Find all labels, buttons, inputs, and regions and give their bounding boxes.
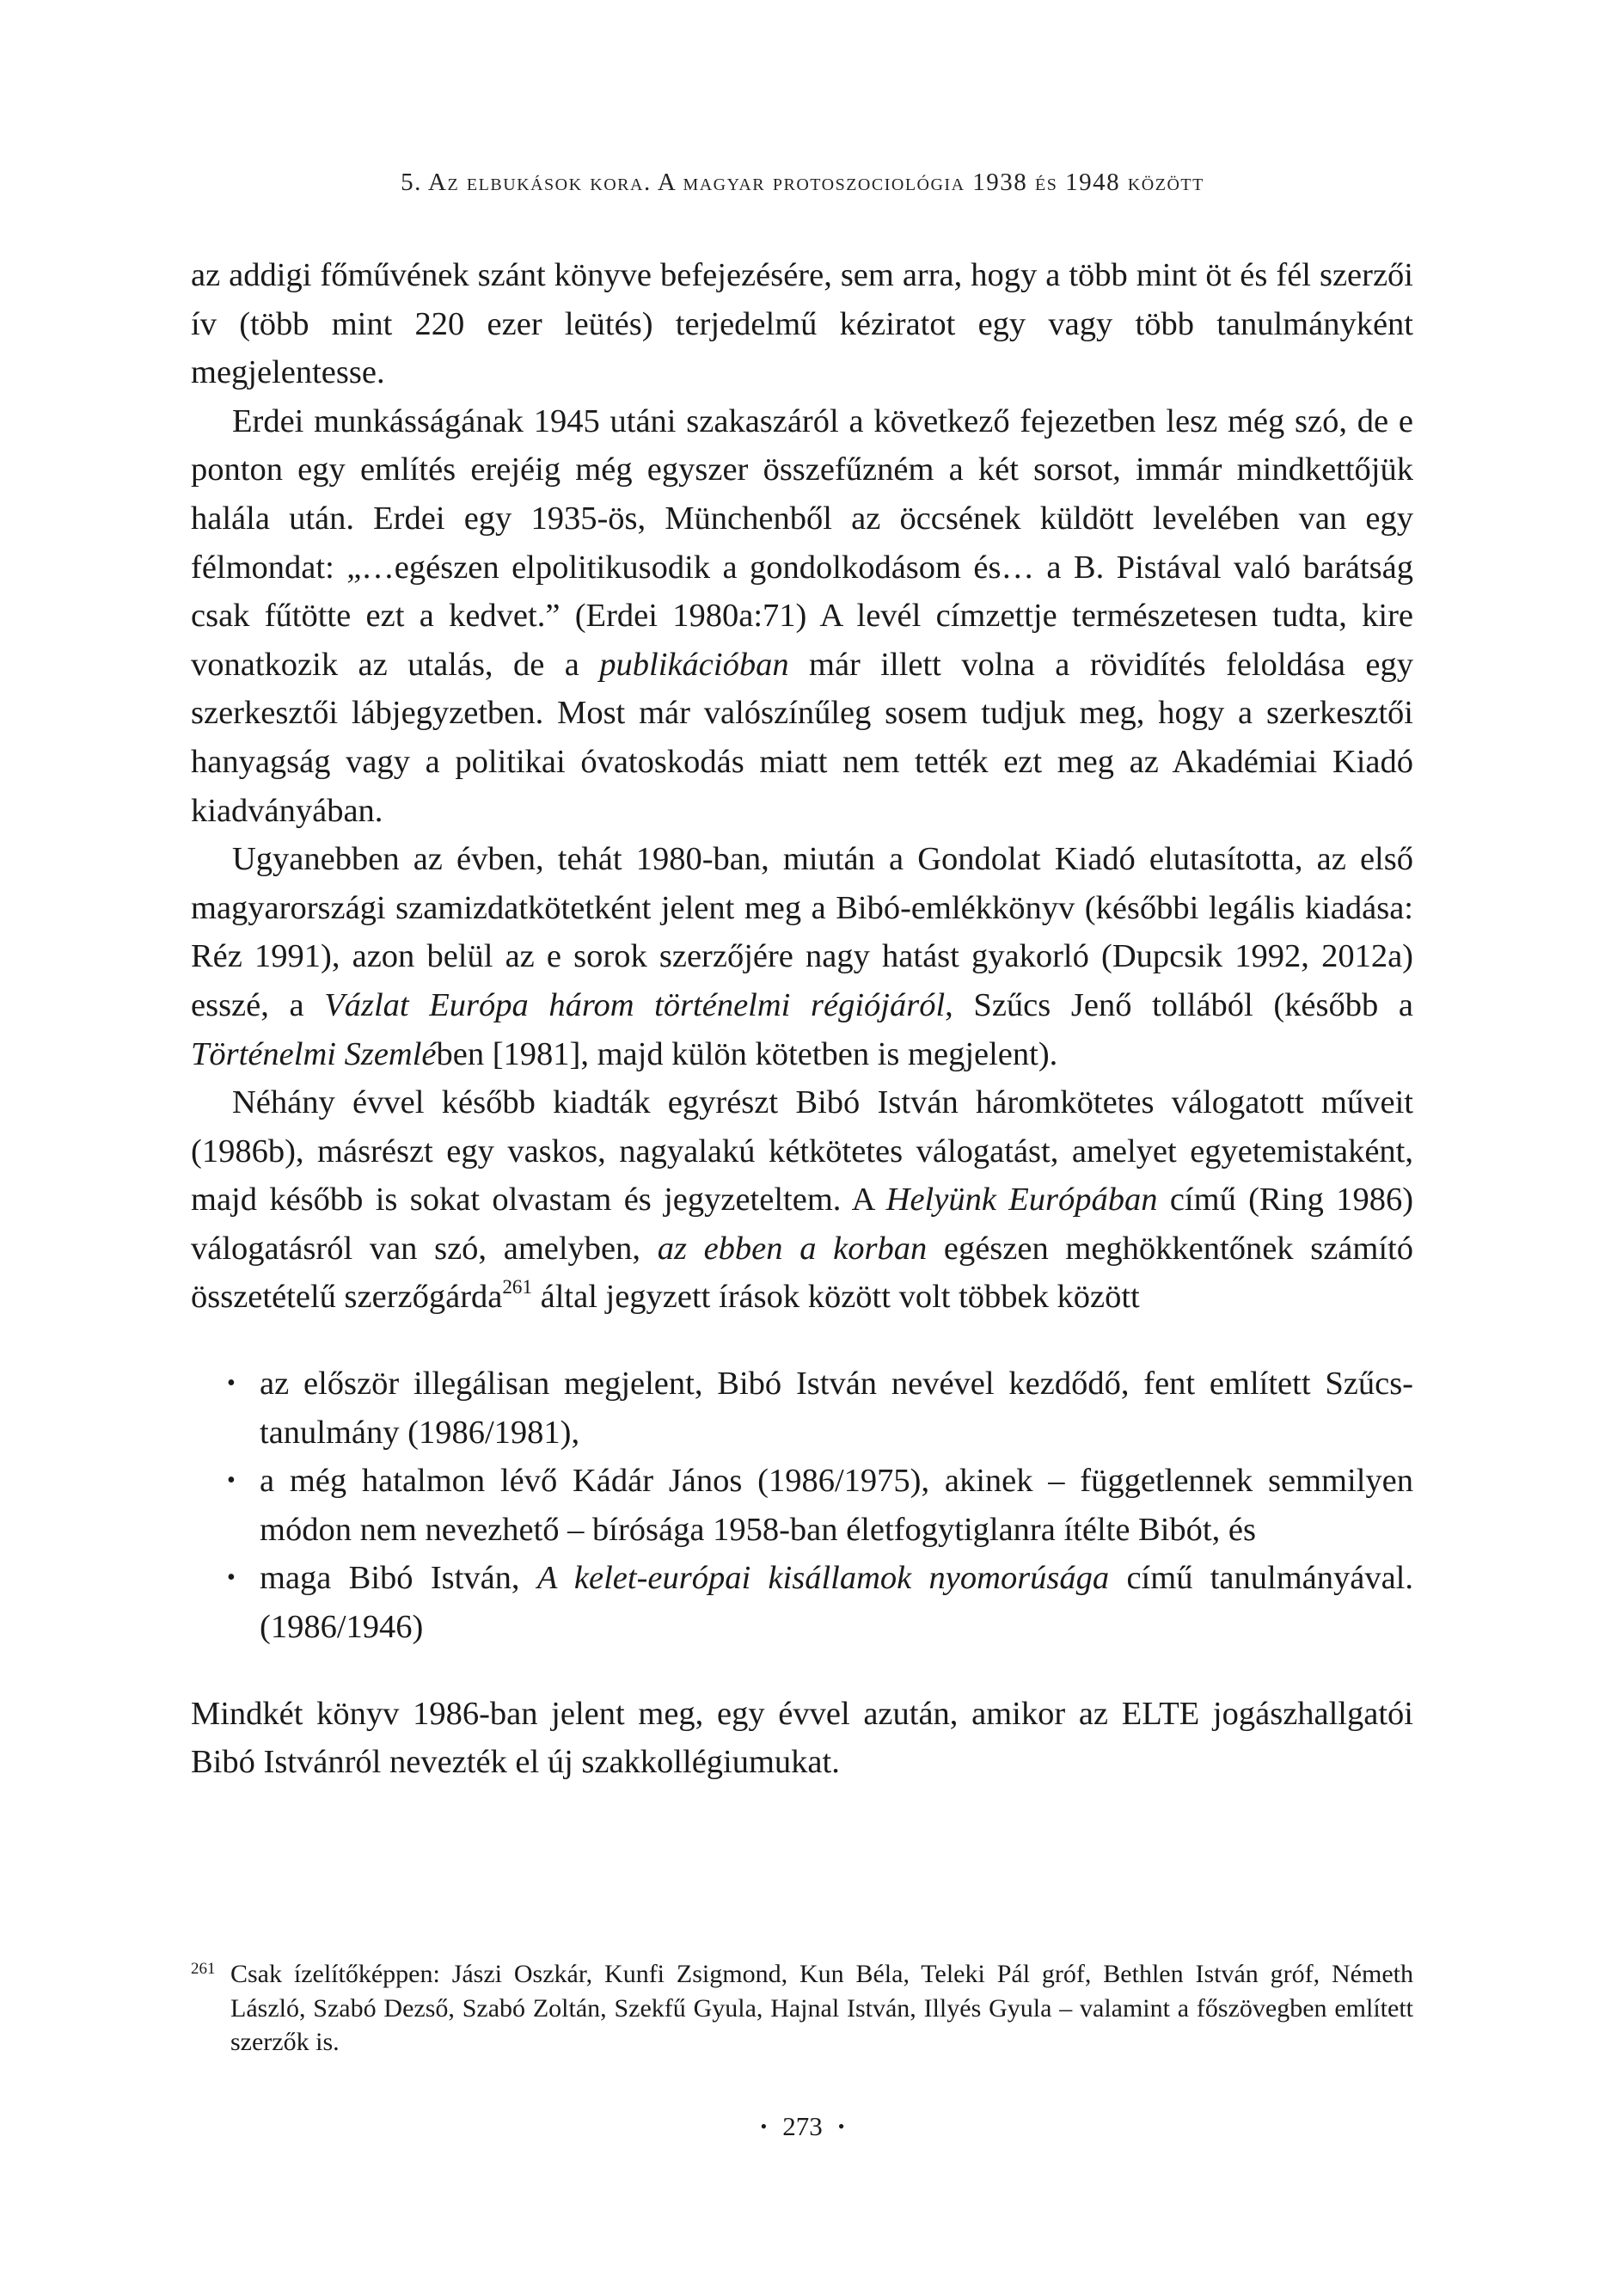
folio-dot-icon: • xyxy=(760,2115,768,2137)
bullet-icon: • xyxy=(227,1467,236,1495)
list-item: • a még hatalmon lévő Kádár János (1986/1975), akinek – függetlennek semmilyen módon nem nevezhető – bírósága 1958-ban életfogytiglanra ítélte Bibót, és xyxy=(191,1457,1413,1554)
folio-dot-icon: • xyxy=(837,2115,845,2137)
footnote-reference[interactable]: 261 xyxy=(502,1275,532,1298)
list-item: • maga Bibó István, A kelet-európai kisállamok nyomorúsága című tanulmányával. (1986/1946) xyxy=(191,1554,1413,1651)
paragraph-helyunk: Néhány évvel később kiadták egyrészt Bibó István háromkötetes válogatott műveit (1986b), másrészt egy vaskos, nagyalakú kétkötetes válogatást, amelyet egyetemistaként, majd később is sokat olvastam és jegyzeteltem. A Helyünk Európában című (Ring 1986) válogatásról van szó, amelyben, az ebben a korban egészen meghökkentőnek számító összetételű szerzőgárda$^{261}$ által jegyzett írások között volt többek között xyxy=(191,1084,1414,1316)
title-tortenelmi-szemle: Történelmi Szemlé xyxy=(191,1035,437,1072)
paragraph-szamizdat: Ugyanebben az évben, tehát 1980-ban, miután a Gondolat Kiadó elutasította, az első magyarországi szamizdatkötetként jelent meg a Bibó-emlékkönyv (későbbi legális kiadása: Réz 1991), azon belül az e sorok szerzőjére nagy hatást gyakorló (Dupcsik 1992, 2012a) esszé, a Vázlat Európa három történelmi régiójáról, Szűcs Jenő tollából (később a Történelmi Szemlében [1981], majd külön kötetben is megjelent). xyxy=(191,841,1413,1072)
page-folio xyxy=(0,2111,1605,2142)
paragraph-continuation: az addigi főművének szánt könyve befejezésére, sem arra, hogy a több mint öt és fél szerzői ív (több mint 220 ezer leütés) terjedelmű kéziratot egy vagy több tanulmányként megjelentesse. xyxy=(191,257,1413,391)
list-item: • az először illegálisan megjelent, Bibó István nevével kezdődő, fent említett Szűcs-tanulmány (1986/1981), xyxy=(191,1360,1413,1457)
page-number: 273 xyxy=(782,2111,823,2141)
footnote xyxy=(191,1957,1413,2060)
emphasis-korban: az ebben a korban xyxy=(657,1230,928,1267)
bullet-icon: • xyxy=(227,1564,236,1592)
paragraph-erdei: Erdei munkásságának 1945 utáni szakaszáról a következő fejezetben lesz még szó, de e ponton egy említés erejéig még egyszer összefűzném a két sorsot, immár mindkettőjük halála után. Erdei egy 1935-ös, Münchenből az öccsének küldött levelében van egy félmondat: „…egészen elpolitikusodik a gondolkodásom és… a B. Pistával való barátság csak fűtötte ezt a kedvet.” (Erdei 1980a:71) A levél címzettje természetesen tudta, kire vonatkozik az utalás, de a publikációban már illett volna a rövidítés feloldása egy szerkesztői lábjegyzetben. Most már valószínűleg sosem tudjuk meg, hogy a szerkesztői hanyagság vagy a politikai óvatoskodás miatt nem tették ezt meg az Akadémiai Kiadó kiadványában. xyxy=(191,402,1413,829)
title-vazlat: Vázlat Európa három történelmi régiójáról xyxy=(324,986,946,1023)
emphasis-publikacioban: publikációban xyxy=(599,646,789,683)
paragraph-final: Mindkét könyv 1986-ban jelent meg, egy évvel azután, amikor az ELTE jogászhallgatói Bibó Istvánról nevezték el új szakkollégiumukat. xyxy=(191,1695,1413,1781)
title-kelet-europai: A kelet-európai kisállamok nyomorúsága xyxy=(536,1560,1110,1597)
bullet-list xyxy=(191,1360,1413,1652)
footnote-number: 261 xyxy=(191,1960,216,1978)
bullet-icon: • xyxy=(227,1370,236,1397)
title-helyunk-europaban: Helyünk Európában xyxy=(885,1182,1158,1219)
running-head: 5. Az elbukások kora. A magyar protoszociológia 1938 és 1948 között xyxy=(401,169,1204,196)
main-text xyxy=(191,251,1413,1787)
footnote-text: Csak ízelítőképpen: Jászi Oszkár, Kunfi Zsigmond, Kun Béla, Teleki Pál gróf, Bethlen István gróf, Németh László, Szabó Dezső, Szabó Zoltán, Szekfű Gyula, Hajnal István, Illyés Gyula – valamint a főszövegben említett szerzők is. xyxy=(230,1960,1413,2056)
